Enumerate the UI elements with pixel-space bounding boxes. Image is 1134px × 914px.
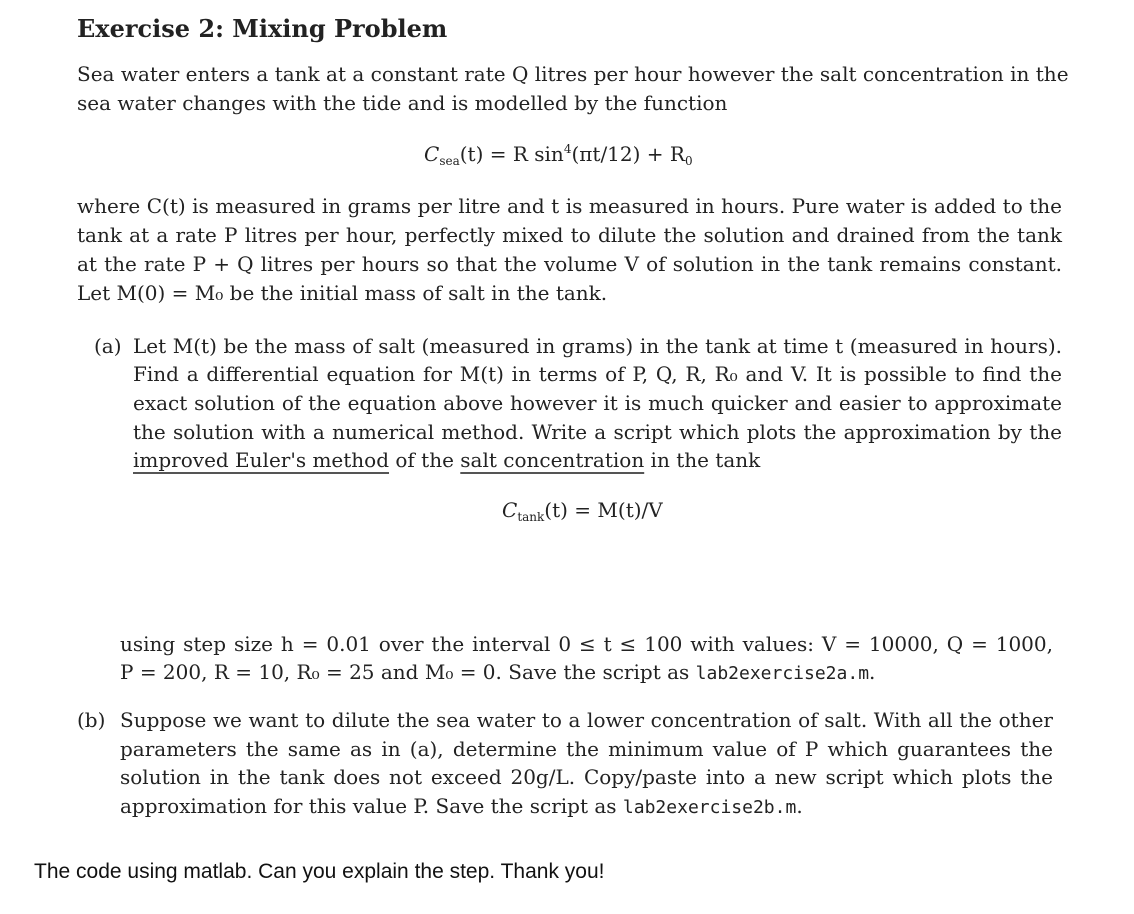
part-a-line-5-mid: of the: [389, 448, 461, 472]
part-a-line-5: [133, 446, 760, 475]
part-a-line-2: Find a differential equation for M(t) in terms of P, Q, R, R₀ and V. It is possible to find the: [133, 362, 1062, 386]
improved-euler-link[interactable]: improved Euler's method: [133, 448, 390, 472]
user-question: The code using matlab. Can you explain the step. Thank you!: [34, 860, 605, 883]
eq-sea-power: 4: [563, 142, 572, 156]
eq-sea-subscript: sea: [439, 154, 460, 168]
part-b-line-4: [120, 792, 803, 823]
sea-concentration-equation: [424, 142, 693, 168]
eq-tank-subscript: tank: [517, 510, 545, 524]
part-b-line-2: parameters the same as in (a), determine the minimum value of P which guarantees the: [120, 737, 1053, 761]
eq-sea-rhs: (t) = R sin: [459, 142, 564, 166]
part-b-line-1: Suppose we want to dilute the sea water to a lower concentration of salt. With all the other: [120, 708, 1053, 732]
eq-tank-lhs: C: [502, 498, 518, 522]
script-name-2a: lab2exercise2a.m: [695, 663, 870, 684]
salt-concentration-link[interactable]: salt concentration: [460, 448, 645, 472]
part-a-cont-line-1: using step size h = 0.01 over the interval 0 ≤ t ≤ 100 with values: V = 10000, Q = 1000,: [120, 632, 1053, 656]
part-b-line-4-text: approximation for this value P. Save the script as: [120, 794, 623, 818]
part-a-cont-line-2: [120, 658, 875, 689]
para2-line-1: where C(t) is measured in grams per litre and t is measured in hours. Pure water is added to the: [77, 194, 1062, 218]
part-a-cont-line-2-text: P = 200, R = 10, R₀ = 25 and M₀ = 0. Save the script as: [120, 660, 696, 684]
part-b-line-3: solution in the tank does not exceed 20g/L. Copy/paste into a new script which plots the: [120, 765, 1053, 789]
part-a-label: (a): [94, 334, 122, 358]
part-b-label: (b): [77, 708, 106, 732]
eq-sea-rest: (πt/12) + R: [571, 142, 685, 166]
intro-line-1: Sea water enters a tank at a constant rate Q litres per hour however the salt concentration in the: [77, 62, 1069, 86]
eq-sea-lhs: C: [424, 142, 440, 166]
eq-tank-rhs: (t) = M(t)/V: [544, 498, 663, 522]
eq-sea-r-subscript: 0: [684, 154, 693, 168]
intro-line-2: sea water changes with the tide and is modelled by the function: [77, 91, 728, 115]
part-a-cont-line-2-end: .: [869, 660, 876, 684]
tank-concentration-equation: [502, 498, 663, 524]
part-a-line-5-end: in the tank: [644, 448, 761, 472]
part-b-line-4-end: .: [796, 794, 803, 818]
para2-line-4: Let M(0) = M₀ be the initial mass of salt in the tank.: [77, 281, 608, 305]
script-name-2b: lab2exercise2b.m: [622, 797, 797, 818]
para2-line-2: tank at a rate P litres per hour, perfectly mixed to dilute the solution and drained from the tank: [77, 223, 1062, 247]
para2-line-3: at the rate P + Q litres per hours so that the volume V of solution in the tank remains constant.: [77, 252, 1062, 276]
part-a-line-1: Let M(t) be the mass of salt (measured in grams) in the tank at time t (measured in hours).: [133, 334, 1062, 358]
part-a-line-3: exact solution of the equation above however it is much quicker and easier to approximate: [133, 391, 1062, 415]
exercise-heading: Exercise 2: Mixing Problem: [77, 14, 448, 43]
part-a-line-4: the solution with a numerical method. Write a script which plots the approximation by the: [133, 420, 1062, 444]
